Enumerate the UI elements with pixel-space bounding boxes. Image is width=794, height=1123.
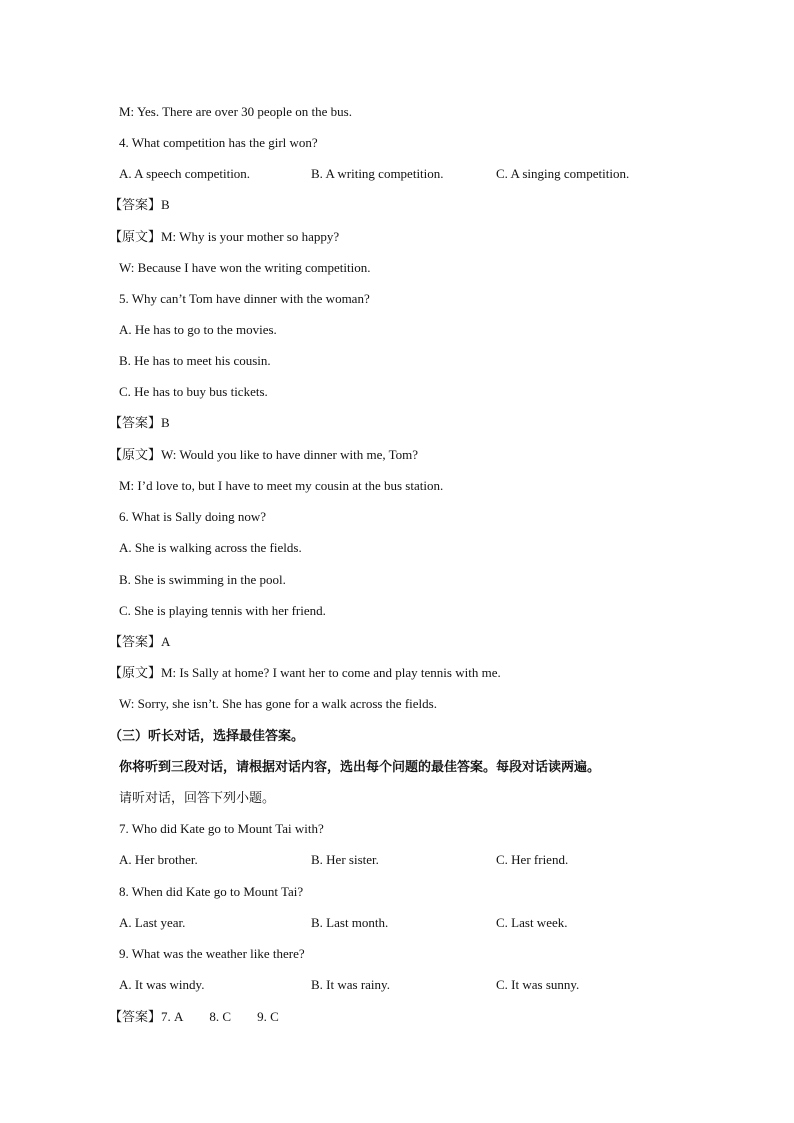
- question-5-option-b: B. He has to meet his cousin.: [119, 353, 271, 368]
- section-3-instructions: 你将听到三段对话，请根据对话内容，选出每个问题的最佳答案。每段对话读两遍。: [119, 759, 601, 774]
- option-c: C. It was sunny.: [496, 977, 580, 992]
- answer-4: 【答案】B: [109, 197, 170, 212]
- answer-6: 【答案】A: [109, 634, 171, 649]
- question-8: 8. When did Kate go to Mount Tai?: [119, 884, 304, 899]
- transcript-4-w: W: Because I have won the writing competition.: [119, 260, 371, 275]
- option-b: B. Last month.: [311, 915, 389, 930]
- question-9-options: [119, 977, 679, 993]
- question-6-option-b: B. She is swimming in the pool.: [119, 572, 286, 587]
- question-6-option-a: A. She is walking across the fields.: [119, 540, 302, 555]
- question-6-option-c: C. She is playing tennis with her friend.: [119, 603, 326, 618]
- answer-5: 【答案】B: [109, 415, 170, 430]
- question-5: 5. Why can’t Tom have dinner with the woman?: [119, 291, 370, 306]
- option-c: C. A singing competition.: [496, 166, 630, 181]
- transcript-6-m: 【原文】M: Is Sally at home? I want her to come and play tennis with me.: [109, 665, 501, 680]
- section-3-heading: （三）听长对话，选择最佳答案。: [109, 728, 305, 743]
- question-6: 6. What is Sally doing now?: [119, 509, 267, 524]
- question-7-options: [119, 852, 679, 868]
- question-7: 7. Who did Kate go to Mount Tai with?: [119, 821, 324, 836]
- transcript-4-m: 【原文】M: Why is your mother so happy?: [109, 229, 340, 244]
- transcript-5-m: M: I’d love to, but I have to meet my cousin at the bus station.: [119, 478, 444, 493]
- question-4-options: [119, 166, 679, 182]
- question-5-option-c: C. He has to buy bus tickets.: [119, 384, 268, 399]
- answer-7-9: [109, 1009, 279, 1025]
- answer-9: 9. C: [257, 1009, 279, 1024]
- option-a: A. A speech competition.: [119, 166, 251, 181]
- option-b: B. It was rainy.: [311, 977, 390, 992]
- option-a: A. It was windy.: [119, 977, 205, 992]
- question-8-options: [119, 915, 679, 931]
- dialogue-line: M: Yes. There are over 30 people on the bus.: [119, 104, 352, 119]
- option-a: A. Last year.: [119, 915, 186, 930]
- answer-8: 8. C: [209, 1009, 232, 1024]
- question-5-option-a: A. He has to go to the movies.: [119, 322, 277, 337]
- section-3-subheading: 请听对话，回答下列小题。: [119, 790, 276, 805]
- question-9: 9. What was the weather like there?: [119, 946, 305, 961]
- transcript-5-w: 【原文】W: Would you like to have dinner with me, Tom?: [109, 447, 419, 462]
- option-c: C. Last week.: [496, 915, 568, 930]
- question-4: 4. What competition has the girl won?: [119, 135, 318, 150]
- option-a: A. Her brother.: [119, 852, 198, 867]
- option-c: C. Her friend.: [496, 852, 569, 867]
- answer-7: 【答案】7. A: [109, 1009, 184, 1024]
- option-b: B. A writing competition.: [311, 166, 444, 181]
- option-b: B. Her sister.: [311, 852, 379, 867]
- transcript-6-w: W: Sorry, she isn’t. She has gone for a walk across the fields.: [119, 696, 437, 711]
